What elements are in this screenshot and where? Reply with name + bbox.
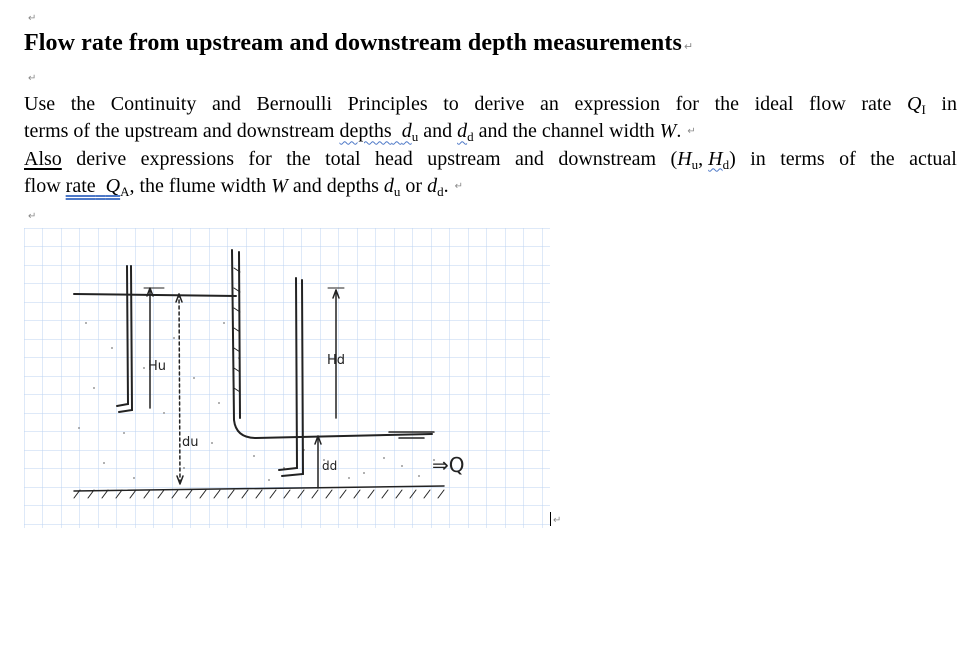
word: Continuity [110, 93, 197, 115]
word: downstream [558, 147, 657, 170]
symbol-w: W [659, 120, 677, 143]
text-run: and depths [287, 174, 384, 197]
body-paragraph[interactable] [24, 91, 957, 200]
label-hu: Hu [148, 359, 167, 374]
text-run: and [418, 120, 458, 143]
word: for [675, 93, 699, 115]
symbol-du: $d_u$ [383, 174, 401, 199]
paragraph-line-2 [24, 118, 957, 145]
word: of [839, 147, 856, 170]
word-also: Also [24, 147, 62, 170]
paragraph-mark: ↵ [454, 180, 463, 192]
text-run: and the channel width [473, 120, 660, 143]
flume-sketch-image [24, 228, 550, 528]
word: an [539, 93, 559, 115]
word: flow [809, 93, 846, 115]
text-run: or [400, 174, 428, 197]
word: head [375, 147, 413, 170]
word: and [515, 147, 544, 170]
paragraph-mark: ↵ [28, 73, 37, 84]
word: terms [780, 147, 825, 170]
word: derive [474, 93, 525, 115]
word: expressions [140, 147, 234, 170]
word: actual [909, 147, 957, 170]
word: in [941, 93, 957, 115]
word: the [286, 147, 311, 170]
text-run: terms of the upstream and downstream [24, 120, 340, 143]
grid-lines [24, 228, 550, 528]
label-hd: Hd [327, 353, 346, 368]
head-symbols: ($H_u$, $H_d$) [670, 147, 736, 172]
paragraph-mark: ↵ [687, 126, 696, 138]
word: the [70, 93, 96, 115]
paragraph-mark: ↵ [28, 211, 37, 222]
paragraph-mark: ↵ [683, 40, 694, 53]
word: the [714, 93, 740, 115]
paragraph-line-3 [24, 146, 957, 173]
word: ideal [754, 93, 794, 115]
text-run: . [443, 174, 449, 197]
text-run: . [676, 120, 682, 143]
word: Bernoulli [256, 93, 332, 115]
text-run: flow [24, 174, 66, 197]
word: in [750, 147, 766, 170]
word: for [248, 147, 272, 170]
word: and [211, 93, 241, 115]
word: derive [76, 147, 127, 170]
spellcheck-underline: depths $d_u$ [339, 120, 419, 145]
word: expression [574, 93, 661, 115]
paragraph-mark: ↵ [553, 515, 562, 526]
word: upstream [427, 147, 501, 170]
word: total [325, 147, 361, 170]
label-du: du [182, 435, 199, 450]
paragraph-mark: ↵ [28, 13, 37, 24]
word: Use [24, 93, 56, 115]
flume-sketch-figure[interactable] [24, 228, 550, 528]
word: to [443, 93, 459, 115]
paragraph-line-4 [24, 173, 957, 200]
paragraph-line-1 [24, 91, 957, 118]
heading-text: Flow rate from upstream and downstream depth measurements [24, 30, 682, 56]
word: Principles [347, 93, 428, 115]
symbol-q-ideal: $Q_I$ [906, 93, 926, 117]
word: rate [861, 93, 892, 115]
label-flow-q: ⇒Q [432, 453, 465, 477]
word: the [870, 147, 895, 170]
label-dd: dd [322, 459, 338, 473]
text-cursor [550, 512, 551, 526]
symbol-w: W [271, 174, 288, 197]
text-run: , the flume width [129, 174, 272, 197]
symbol-dd: $d_d$ [427, 174, 444, 199]
document-heading[interactable] [24, 30, 693, 57]
grammar-underline: rate $Q_A$ [65, 174, 130, 199]
symbol-d-down: $d_d$ [457, 120, 474, 145]
